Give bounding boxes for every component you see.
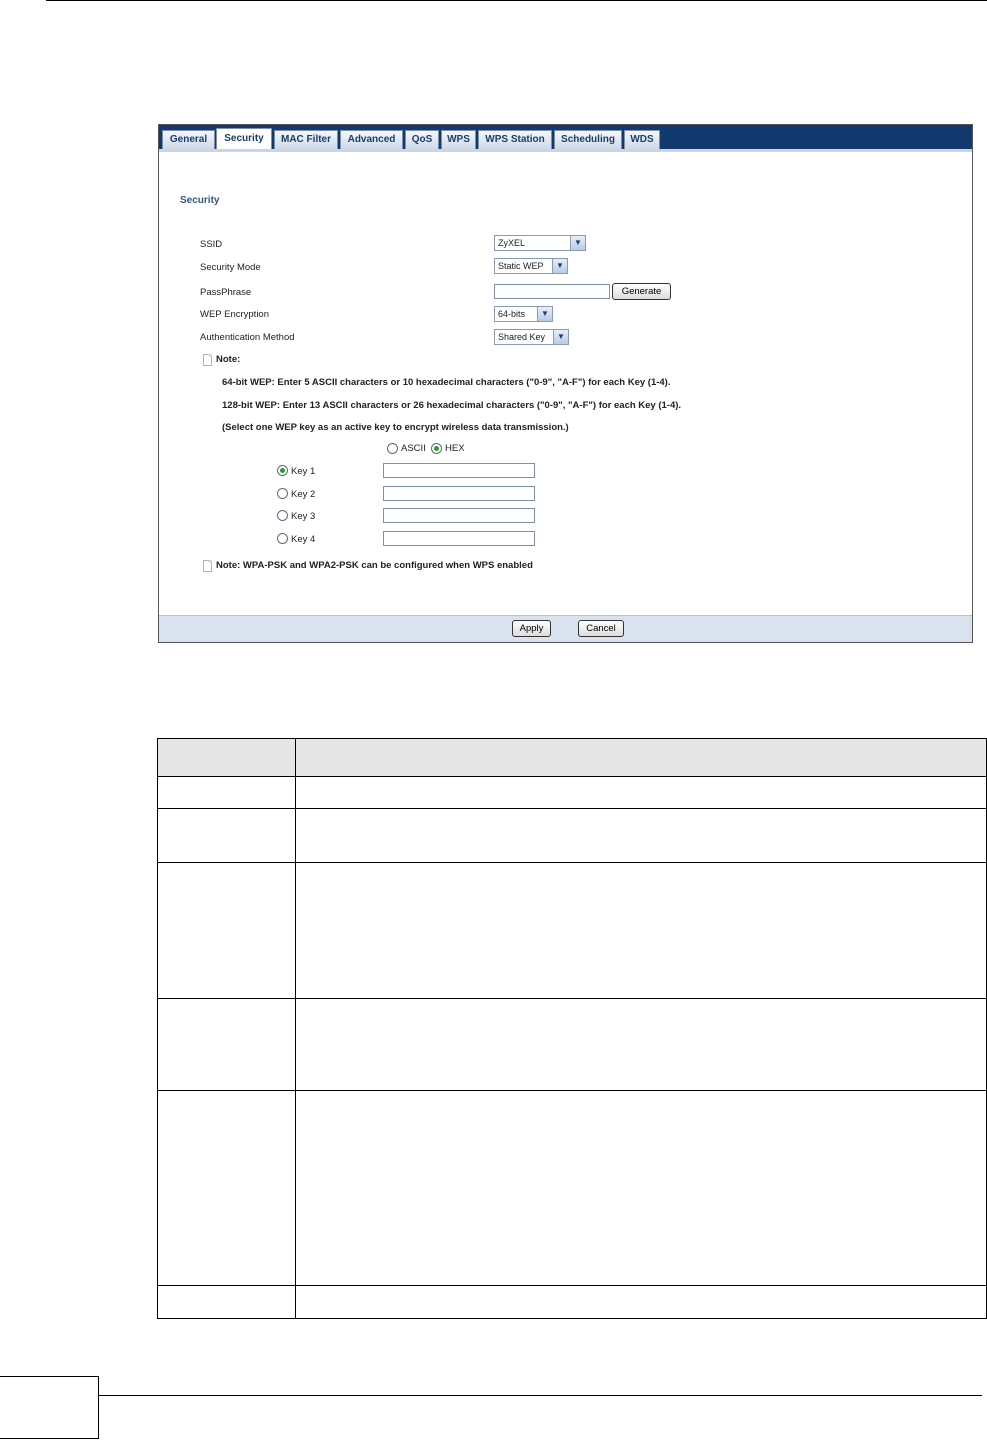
table-row xyxy=(158,1286,987,1319)
wep-encryption-value: 64-bits xyxy=(498,309,526,319)
security-mode-select[interactable] xyxy=(494,258,568,274)
key1-label: Key 1 xyxy=(291,466,316,477)
table-row xyxy=(158,777,987,809)
tab-qos[interactable]: QoS xyxy=(405,130,439,149)
key3-input[interactable] xyxy=(383,508,535,523)
key1-input[interactable] xyxy=(383,463,535,478)
tab-security[interactable]: Security xyxy=(216,128,272,149)
ascii-label: ASCII xyxy=(401,443,426,454)
chevron-down-icon: ▼ xyxy=(552,259,567,273)
key4-label: Key 4 xyxy=(291,534,316,545)
footer-rule xyxy=(99,1395,982,1396)
wep-encryption-label: WEP Encryption xyxy=(200,309,269,320)
tab-scheduling[interactable]: Scheduling xyxy=(554,130,622,149)
table-header-cell xyxy=(296,739,987,777)
hex-label: HEX xyxy=(445,443,465,454)
security-settings-screenshot xyxy=(158,124,973,643)
cancel-button[interactable]: Cancel xyxy=(578,620,624,637)
note-64bit: 64-bit WEP: Enter 5 ASCII characters or 10 hexadecimal characters ("0-9", "A-F") for each Key (1-4). xyxy=(222,377,671,388)
table-row xyxy=(158,999,987,1091)
table-row xyxy=(158,863,987,999)
note-select-key: (Select one WEP key as an active key to encrypt wireless data transmission.) xyxy=(222,422,569,433)
key1-radio[interactable] xyxy=(277,465,288,476)
note-icon xyxy=(203,560,212,572)
table-row xyxy=(158,809,987,863)
key2-label: Key 2 xyxy=(291,489,316,500)
footer-bar xyxy=(159,615,972,642)
key2-input[interactable] xyxy=(383,486,535,501)
ssid-select[interactable] xyxy=(494,235,586,251)
chevron-down-icon: ▼ xyxy=(570,236,585,250)
tab-underline xyxy=(159,149,972,152)
passphrase-label: PassPhrase xyxy=(200,287,252,298)
tab-bar xyxy=(159,125,972,149)
passphrase-input[interactable] xyxy=(494,284,610,299)
auth-method-select[interactable] xyxy=(494,329,569,345)
chevron-down-icon: ▼ xyxy=(553,330,568,344)
key2-radio[interactable] xyxy=(277,488,288,499)
wps-note: Note: WPA-PSK and WPA2-PSK can be configured when WPS enabled xyxy=(216,560,533,571)
ssid-value: ZyXEL xyxy=(498,238,526,248)
table-header-cell xyxy=(158,739,296,777)
table-row xyxy=(158,1091,987,1286)
section-title: Security xyxy=(180,195,220,206)
tab-advanced[interactable]: Advanced xyxy=(340,130,403,149)
ssid-label: SSID xyxy=(200,239,223,250)
ascii-radio[interactable] xyxy=(387,443,398,454)
tab-general[interactable]: General xyxy=(162,130,215,149)
key4-input[interactable] xyxy=(383,531,535,546)
security-mode-value: Static WEP xyxy=(498,261,544,271)
auth-method-label: Authentication Method xyxy=(200,332,295,343)
key3-radio[interactable] xyxy=(277,510,288,521)
auth-method-value: Shared Key xyxy=(498,332,546,342)
header-rule xyxy=(46,0,987,1)
generate-button[interactable]: Generate xyxy=(612,283,671,300)
tab-wds[interactable]: WDS xyxy=(624,130,660,149)
hex-radio[interactable] xyxy=(431,443,442,454)
key3-label: Key 3 xyxy=(291,511,316,522)
tab-wps[interactable]: WPS xyxy=(441,130,476,149)
apply-button[interactable]: Apply xyxy=(512,620,551,637)
tab-wps-station[interactable]: WPS Station xyxy=(478,130,552,149)
note-128bit: 128-bit WEP: Enter 13 ASCII characters or 26 hexadecimal characters ("0-9", "A-F") for each Key (1-4). xyxy=(222,400,682,411)
page-number-box xyxy=(0,1376,99,1439)
note-icon xyxy=(203,354,212,366)
tab-mac-filter[interactable]: MAC Filter xyxy=(274,130,338,149)
wep-encryption-select[interactable] xyxy=(494,306,553,322)
security-mode-label: Security Mode xyxy=(200,262,261,273)
note-title: Note: xyxy=(216,354,241,365)
table-header-row xyxy=(158,739,987,777)
description-table xyxy=(157,738,987,1319)
key4-radio[interactable] xyxy=(277,533,288,544)
chevron-down-icon: ▼ xyxy=(537,307,552,321)
